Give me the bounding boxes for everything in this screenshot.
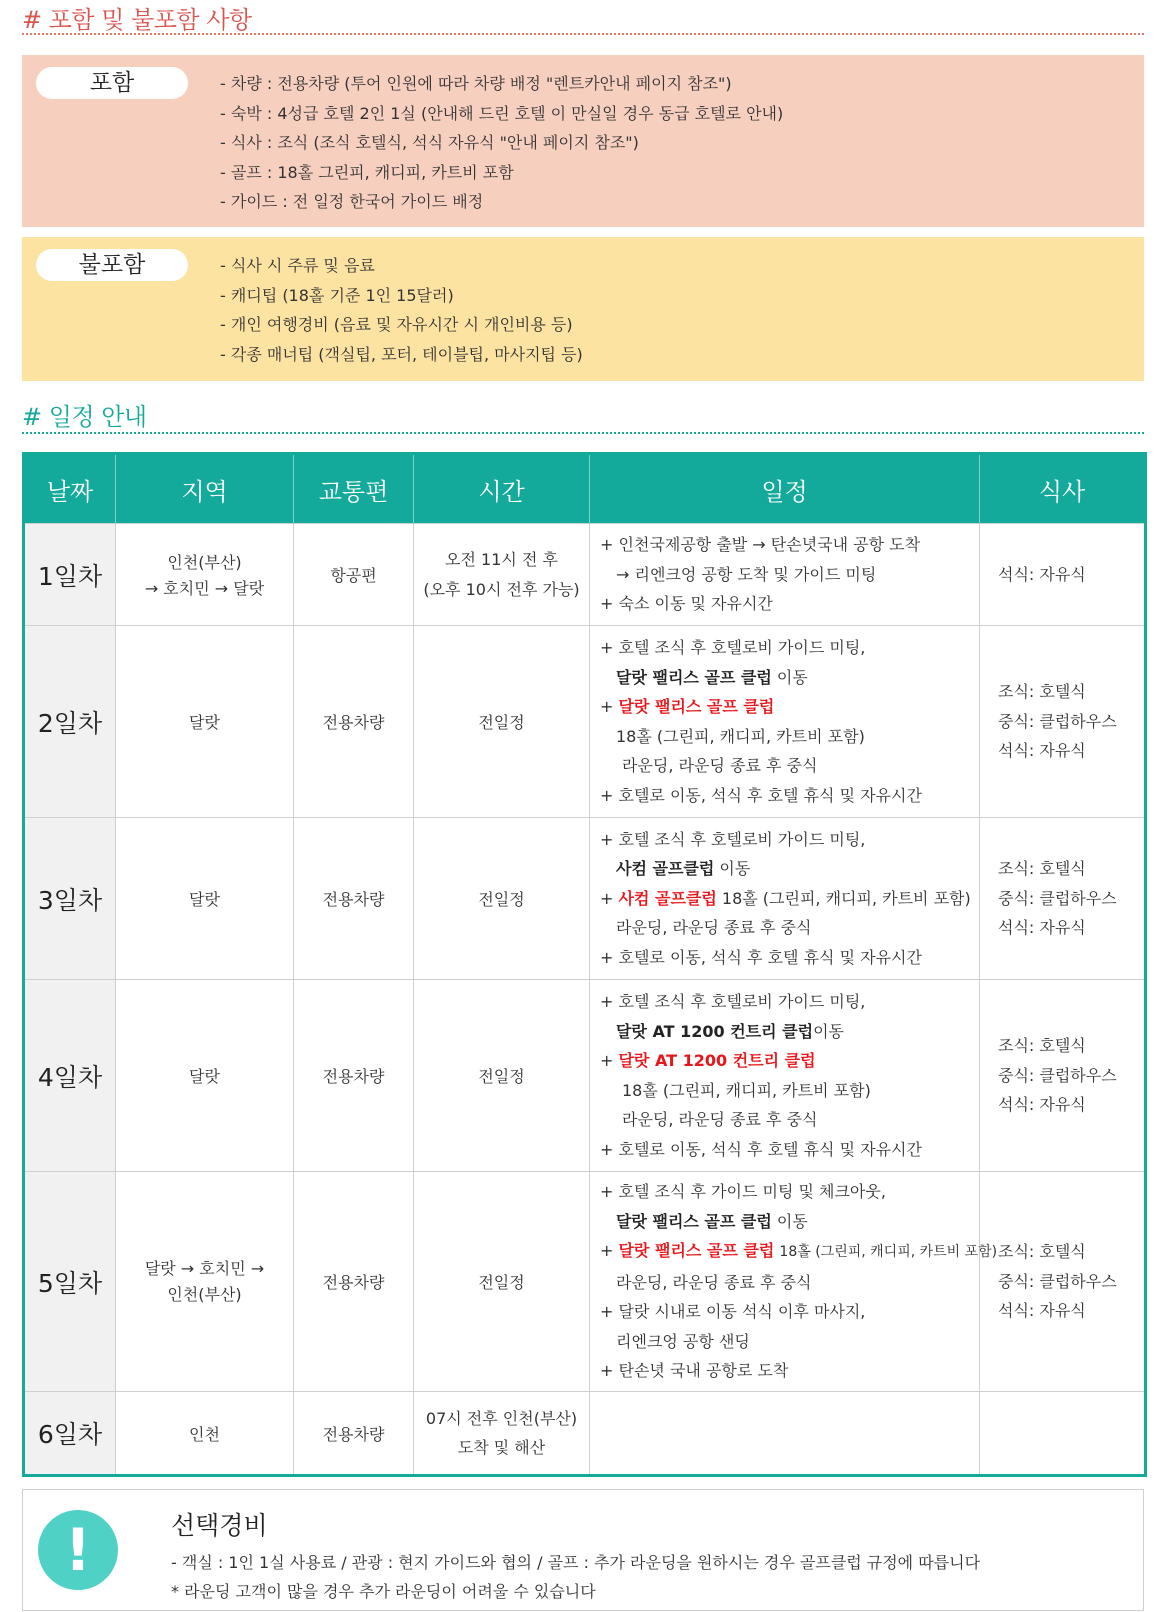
plan-cell xyxy=(590,524,980,626)
plan-line: + 숙소 이동 및 자유시간 xyxy=(600,594,773,614)
optional-costs-box xyxy=(22,1489,1144,1611)
region-line: 인천(부산) xyxy=(167,1284,242,1304)
table-row xyxy=(24,1392,1146,1476)
meal-line: 중식: 클럽하우스 xyxy=(998,888,1117,908)
meal-line: 중식: 클럽하우스 xyxy=(998,711,1117,731)
list-item: - 개인 여행경비 (음료 및 자유시간 시 개인비용 등) xyxy=(220,315,573,334)
plan-line xyxy=(600,1046,979,1076)
region-cell xyxy=(116,1172,294,1392)
plan-text: 이동 xyxy=(776,667,808,687)
time-cell xyxy=(414,524,590,626)
meal-line: 중식: 클럽하우스 xyxy=(998,1065,1117,1085)
meal-cell xyxy=(980,818,1146,980)
plan-cell xyxy=(590,1392,980,1476)
plan-line: 라운딩, 라운딩 종료 후 중식 xyxy=(622,756,818,775)
plan-line xyxy=(600,692,979,722)
meal-line: 석식: 자유식 xyxy=(998,1095,1086,1115)
plan-line xyxy=(600,884,979,914)
plan-text: 18홀 (그린피, 캐디피, 카트비 포함) xyxy=(779,1244,998,1261)
transport-cell: 항공편 xyxy=(294,524,414,626)
meal-cell xyxy=(980,1172,1146,1392)
meal-line: 조식: 호텔식 xyxy=(998,859,1086,879)
plan-text: 이동 xyxy=(776,1211,808,1231)
region-line: 달랏 → 호치민 → xyxy=(144,1258,265,1278)
time-cell: 전일정 xyxy=(414,980,590,1172)
plan-line xyxy=(600,854,979,884)
meal-line: 석식: 자유식 xyxy=(998,918,1086,938)
plan-line: 18홀 (그린피, 캐디피, 카트비 포함) xyxy=(616,726,865,746)
day-cell: 3일차 xyxy=(24,818,116,980)
golf-club-name: 달랏 AT 1200 컨트리 클럽 xyxy=(616,1021,814,1041)
region-cell: 달랏 xyxy=(116,818,294,980)
table-row xyxy=(24,524,1146,626)
region-cell: 인천 xyxy=(116,1392,294,1476)
golf-club-name: 달랏 팰리스 골프 클럽 xyxy=(616,667,772,687)
plan-cell xyxy=(590,626,980,818)
golf-club-highlight: 달랏 팰리스 골프 클럽 xyxy=(618,697,775,716)
optional-costs-title: 선택경비 xyxy=(171,1511,268,1540)
plan-line xyxy=(600,1017,979,1047)
plan-line: + 호텔 조식 후 호텔로비 가이드 미팅, xyxy=(600,638,866,657)
included-list xyxy=(220,69,783,217)
meal-line: 조식: 호텔식 xyxy=(998,682,1086,702)
header-transport: 교통편 xyxy=(294,454,414,524)
inclusion-heading: # 포함 및 불포함 사항 xyxy=(22,6,252,34)
list-item: - 숙박 : 4성급 호텔 2인 1실 (안내해 드린 호텔 이 만실일 경우 동급 호텔로 안내) xyxy=(220,103,784,123)
transport-cell: 전용차량 xyxy=(294,1172,414,1392)
meal-cell xyxy=(980,626,1146,818)
time-line: (오후 10시 전후 가능) xyxy=(423,579,580,599)
day-cell: 6일차 xyxy=(24,1392,116,1476)
plan-cell xyxy=(590,1172,998,1392)
plan-line: 라운딩, 라운딩 종료 후 중식 xyxy=(616,1272,812,1292)
header-date: 날짜 xyxy=(24,454,116,524)
plan-line: + 호텔로 이동, 석식 후 호텔 휴식 및 자유시간 xyxy=(600,947,922,967)
golf-club-name: 사컴 골프클럽 xyxy=(616,859,715,879)
inclusion-divider xyxy=(22,33,1144,35)
list-item: - 골프 : 18홀 그린피, 캐디피, 카트비 포함 xyxy=(220,162,514,182)
plan-text: + xyxy=(600,1241,619,1261)
plan-line: + 호텔로 이동, 석식 후 호텔 휴식 및 자유시간 xyxy=(600,785,922,805)
day-cell: 2일차 xyxy=(24,626,116,818)
plan-line: + 호텔 조식 후 가이드 미팅 및 체크아웃, xyxy=(600,1182,886,1202)
meal-line: 조식: 호텔식 xyxy=(998,1036,1086,1056)
plan-line: + 인천국제공항 출발 → 탄손녓국내 공항 도착 xyxy=(600,535,921,555)
time-cell xyxy=(414,1392,590,1476)
transport-cell: 전용차량 xyxy=(294,1392,414,1476)
plan-text: + xyxy=(600,1051,619,1070)
plan-line: 라운딩, 라운딩 종료 후 중식 xyxy=(616,918,812,938)
excluded-list xyxy=(220,251,583,369)
meal-line: 석식: 자유식 xyxy=(998,1301,1086,1321)
meal-cell xyxy=(980,524,1146,626)
plan-line xyxy=(600,663,979,693)
plan-text: + xyxy=(600,888,619,908)
plan-cell xyxy=(590,818,980,980)
header-plan: 일정 xyxy=(590,454,980,524)
table-header-row xyxy=(24,454,1146,524)
transport-cell: 전용차량 xyxy=(294,980,414,1172)
day-cell: 5일차 xyxy=(24,1172,116,1392)
table-row xyxy=(24,1172,1146,1392)
list-item: - 각종 매너팁 (객실팁, 포터, 테이블팁, 마사지팁 등) xyxy=(220,344,583,364)
day-cell: 4일차 xyxy=(24,980,116,1172)
header-time: 시간 xyxy=(414,454,590,524)
plan-line: 18홀 (그린피, 캐디피, 카트비 포함) xyxy=(622,1080,871,1100)
region-line: 인천(부산) xyxy=(167,552,242,572)
time-line: 오전 11시 전 후 xyxy=(445,550,558,569)
plan-text: + xyxy=(600,697,619,716)
optional-costs-line: - 객실 : 1인 1실 사용료 / 관광 : 현지 가이드와 협의 / 골프 : 추가 라운딩을 원하시는 경우 골프클럽 규정에 따릅니다 xyxy=(171,1553,981,1572)
time-line: 07시 전후 인천(부산) xyxy=(425,1408,578,1428)
list-item: - 식사 : 조식 (조식 호텔식, 석식 자유식 "안내 페이지 참조") xyxy=(220,133,639,152)
list-item: - 가이드 : 전 일정 한국어 가이드 배정 xyxy=(220,192,484,211)
meal-cell xyxy=(980,1392,1146,1476)
schedule-table xyxy=(22,452,1147,1477)
golf-club-highlight: 사컴 골프클럽 xyxy=(618,888,717,908)
table-row xyxy=(24,818,1146,980)
included-box xyxy=(22,55,1144,227)
plan-line: + 호텔로 이동, 석식 후 호텔 휴식 및 자유시간 xyxy=(600,1139,922,1159)
transport-cell: 전용차량 xyxy=(294,818,414,980)
plan-line: → 리엔크엉 공항 도착 및 가이드 미팅 xyxy=(616,564,877,584)
meal-cell xyxy=(980,980,1146,1172)
golf-club-highlight: 달랏 AT 1200 컨트리 클럽 xyxy=(618,1051,816,1070)
exclamation-icon: ! xyxy=(38,1510,118,1590)
included-label: 포함 xyxy=(36,67,188,99)
header-meals: 식사 xyxy=(980,454,1146,524)
table-row xyxy=(24,626,1146,818)
meal-line: 중식: 클럽하우스 xyxy=(998,1271,1117,1291)
plan-text: 이동 xyxy=(813,1021,844,1041)
transport-cell: 전용차량 xyxy=(294,626,414,818)
list-item: - 캐디팁 (18홀 기준 1인 15달러) xyxy=(220,285,454,305)
time-cell: 전일정 xyxy=(414,818,590,980)
plan-line: 리엔크엉 공항 샌딩 xyxy=(616,1331,750,1351)
optional-costs-note: * 라운딩 고객이 많을 경우 추가 라운딩이 어려울 수 있습니다 xyxy=(171,1582,596,1601)
plan-line: + 호텔 조식 후 호텔로비 가이드 미팅, xyxy=(600,829,866,849)
meal-line: 조식: 호텔식 xyxy=(998,1242,1086,1262)
plan-line xyxy=(600,1207,979,1237)
meal-line: 석식: 자유식 xyxy=(998,741,1086,761)
schedule-heading: # 일정 안내 xyxy=(22,403,147,431)
excluded-box xyxy=(22,237,1144,381)
plan-cell xyxy=(590,980,980,1172)
plan-text: 이동 xyxy=(719,859,751,879)
schedule-divider xyxy=(22,432,1144,434)
time-line: 도착 및 해산 xyxy=(457,1438,546,1457)
time-cell: 전일정 xyxy=(414,1172,590,1392)
list-item: - 차량 : 전용차량 (투어 인원에 따라 차량 배정 "렌트카안내 페이지 참조") xyxy=(220,74,732,93)
meal-line: 석식: 자유식 xyxy=(998,564,1086,584)
golf-club-highlight: 달랏 팰리스 골프 클럽 xyxy=(618,1241,775,1261)
plan-line: + 호텔 조식 후 호텔로비 가이드 미팅, xyxy=(600,992,866,1011)
region-cell: 달랏 xyxy=(116,626,294,818)
excluded-label: 불포함 xyxy=(36,249,188,281)
plan-line: + 탄손녓 국내 공항로 도착 xyxy=(600,1361,789,1381)
list-item: - 식사 시 주류 및 음료 xyxy=(220,256,375,275)
time-cell: 전일정 xyxy=(414,626,590,818)
plan-line: 라운딩, 라운딩 종료 후 중식 xyxy=(622,1110,818,1129)
region-cell: 달랏 xyxy=(116,980,294,1172)
region-cell xyxy=(116,524,294,626)
plan-line: + 달랏 시내로 이동 석식 이후 마사지, xyxy=(600,1302,866,1322)
plan-line xyxy=(600,1236,998,1268)
golf-club-name: 달랏 팰리스 골프 클럽 xyxy=(616,1211,772,1231)
table-row xyxy=(24,980,1146,1172)
header-region: 지역 xyxy=(116,454,294,524)
day-cell: 1일차 xyxy=(24,524,116,626)
plan-text: 18홀 (그린피, 캐디피, 카트비 포함) xyxy=(721,888,971,908)
region-line: → 호치민 → 달랏 xyxy=(144,579,265,599)
